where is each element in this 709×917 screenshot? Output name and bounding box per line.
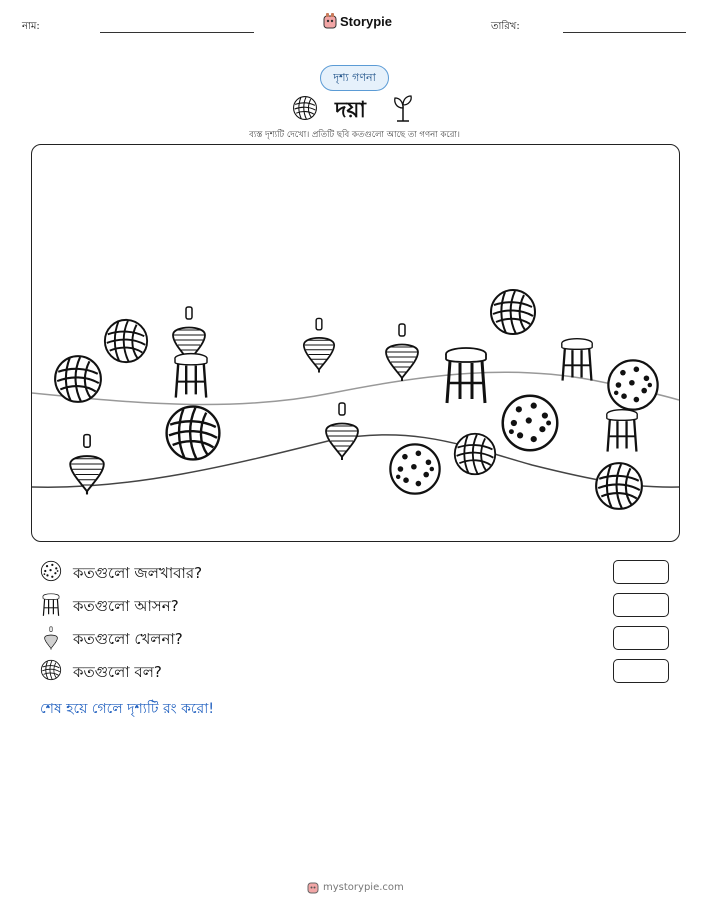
yarn-ball-icon: [292, 95, 318, 121]
yarn-ball: [105, 320, 147, 362]
question-text: কতগুলো আসন?: [73, 597, 179, 615]
scene-drawing: [32, 145, 679, 541]
question-row-seats: [40, 593, 670, 617]
instruction-text: ব্যস্ত দৃশ্যটি দেখো। প্রতিটি ছবি কতগুলো আছে তা গণনা করো।: [249, 130, 460, 140]
spinning-top: [386, 324, 418, 381]
answer-box-seats[interactable]: [613, 593, 669, 617]
question-text: কতগুলো বল?: [73, 663, 162, 681]
question-row-toys: [40, 626, 670, 650]
stool: [175, 354, 207, 398]
yarn-ball: [596, 463, 642, 509]
site-url[interactable]: mystorypie.com: [323, 881, 404, 893]
answer-box-toys[interactable]: [613, 626, 669, 650]
front-hill-line: [32, 435, 679, 487]
yarn-ball: [55, 356, 101, 402]
page-title: দয়া: [335, 98, 366, 123]
brand-name: Storypie: [340, 13, 393, 29]
storypie-mascot-icon: [323, 13, 337, 29]
spinning-top: [304, 318, 334, 372]
yarn-ball: [455, 434, 495, 474]
sprout-icon: [392, 94, 414, 122]
stool: [562, 339, 592, 381]
cookie-icon: [40, 560, 62, 582]
title-row: [292, 94, 416, 122]
category-badge: দৃশ্য গণনা: [320, 65, 389, 91]
date-label: তারিখ:: [491, 21, 520, 32]
answer-box-balls[interactable]: [613, 659, 669, 683]
counting-scene: [31, 144, 680, 542]
stool: [446, 348, 486, 403]
question-text: কতগুলো খেলনা?: [73, 630, 183, 648]
cookie: [503, 396, 558, 451]
date-line[interactable]: [563, 32, 686, 33]
cookie: [390, 444, 439, 493]
answer-box-snacks[interactable]: [613, 560, 669, 584]
name-label: নাম:: [22, 21, 40, 32]
stool: [607, 410, 637, 452]
stool-icon: [41, 593, 61, 617]
question-text: কতগুলো জলখাবার?: [73, 564, 203, 582]
brand-logo: [323, 13, 392, 29]
yarn-ball: [491, 290, 535, 334]
question-row-balls: [40, 659, 670, 683]
yarn-ball-icon: [40, 659, 62, 681]
yarn-ball: [167, 407, 220, 460]
name-line[interactable]: [100, 32, 254, 33]
spinning-top-icon: [43, 626, 59, 650]
spinning-top: [326, 403, 358, 460]
coloring-note: শেষ হয়ে গেলে দৃশ্যটি রং করো!: [40, 701, 214, 717]
cookie: [608, 360, 657, 409]
question-row-snacks: [40, 560, 670, 584]
site-footer: [307, 880, 404, 894]
storypie-mascot-icon: [307, 880, 319, 894]
